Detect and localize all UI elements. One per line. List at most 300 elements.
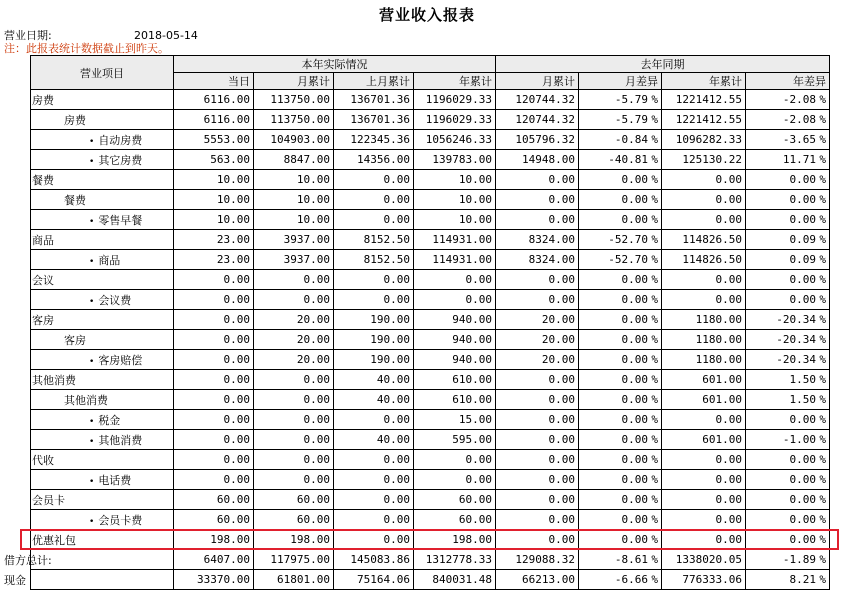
- value-cell: 23.00: [174, 230, 254, 250]
- value-cell: 0.00: [174, 310, 254, 330]
- value-cell: 0.00: [662, 490, 746, 510]
- percent-sign: %: [651, 393, 658, 406]
- header-group-last: 去年同期: [496, 56, 830, 73]
- row-item-label: 房费: [32, 93, 54, 107]
- percent-sign: %: [819, 433, 826, 446]
- value-cell: 3937.00: [254, 230, 334, 250]
- value-cell: 0.00: [496, 530, 579, 550]
- value-cell: 61801.00: [254, 570, 334, 590]
- report-title: 营业收入报表: [378, 6, 475, 24]
- row-item-label: 餐费: [32, 173, 54, 187]
- value-cell: 10.00: [174, 170, 254, 190]
- percent-sign: %: [651, 453, 658, 466]
- percent-value: -6.66: [614, 573, 648, 586]
- percent-sign: %: [651, 433, 658, 446]
- percent-sign: %: [651, 233, 658, 246]
- value-cell: 0.00: [334, 470, 414, 490]
- percent-value: 0.00: [621, 453, 648, 466]
- percent-sign: %: [819, 533, 826, 546]
- bullet-icon: •: [89, 156, 95, 167]
- row-item-cell: [31, 230, 174, 250]
- percent-value: 0.00: [789, 533, 816, 546]
- percent-sign: %: [651, 413, 658, 426]
- percent-sign: %: [651, 313, 658, 326]
- percent-cell: [579, 150, 662, 170]
- value-cell: 114826.50: [662, 230, 746, 250]
- value-cell: 0.00: [174, 370, 254, 390]
- percent-cell: [746, 390, 830, 410]
- value-cell: 136701.36: [334, 90, 414, 110]
- percent-sign: %: [819, 133, 826, 146]
- value-cell: 0.00: [414, 470, 496, 490]
- value-cell: 0.00: [662, 410, 746, 430]
- row-item-cell: [31, 530, 174, 550]
- bullet-icon: •: [89, 216, 95, 227]
- percent-sign: %: [819, 513, 826, 526]
- table-row[interactable]: [31, 250, 830, 270]
- value-cell: 60.00: [174, 510, 254, 530]
- table-row[interactable]: [31, 110, 830, 130]
- table-row[interactable]: [31, 270, 830, 290]
- percent-value: 0.00: [621, 353, 648, 366]
- value-cell: 601.00: [662, 430, 746, 450]
- header-col: 年差异: [746, 73, 830, 90]
- value-cell: 0.00: [334, 210, 414, 230]
- value-cell: 0.00: [414, 450, 496, 470]
- row-item-label: 零售早餐: [98, 213, 143, 227]
- value-cell: 0.00: [662, 530, 746, 550]
- value-cell: 114931.00: [414, 230, 496, 250]
- value-cell: 10.00: [414, 170, 496, 190]
- percent-cell: [746, 470, 830, 490]
- value-cell: 0.00: [174, 430, 254, 450]
- table-row[interactable]: [31, 310, 830, 330]
- percent-value: 0.00: [621, 173, 648, 186]
- value-cell: 10.00: [254, 210, 334, 230]
- value-cell: 6116.00: [174, 110, 254, 130]
- percent-sign: %: [651, 153, 658, 166]
- value-cell: 10.00: [174, 210, 254, 230]
- percent-sign: %: [819, 573, 826, 586]
- value-cell: 1180.00: [662, 330, 746, 350]
- bullet-icon: •: [89, 356, 95, 367]
- value-cell: 66213.00: [496, 570, 579, 590]
- row-item-label: 会员卡费: [98, 513, 143, 527]
- value-cell: 0.00: [254, 370, 334, 390]
- table-row[interactable]: [31, 430, 830, 450]
- value-cell: 33370.00: [174, 570, 254, 590]
- table-row[interactable]: [31, 350, 830, 370]
- percent-sign: %: [651, 113, 658, 126]
- percent-value: 0.00: [621, 513, 648, 526]
- value-cell: 20.00: [496, 350, 579, 370]
- percent-value: -1.89: [782, 553, 816, 566]
- value-cell: 3937.00: [254, 250, 334, 270]
- value-cell: 6116.00: [174, 90, 254, 110]
- bullet-icon: •: [89, 136, 95, 147]
- value-cell: 198.00: [254, 530, 334, 550]
- percent-cell: [746, 250, 830, 270]
- value-cell: 10.00: [254, 170, 334, 190]
- row-item-label: 会议费: [98, 293, 132, 307]
- row-item-cell: [31, 470, 174, 490]
- percent-cell: [746, 430, 830, 450]
- percent-cell: [579, 470, 662, 490]
- value-cell: 40.00: [334, 390, 414, 410]
- percent-value: 0.00: [789, 513, 816, 526]
- percent-cell: [579, 130, 662, 150]
- percent-sign: %: [819, 273, 826, 286]
- value-cell: 0.00: [174, 290, 254, 310]
- value-cell: 190.00: [334, 310, 414, 330]
- report-note: 注：此报表统计数据截止到昨天。: [4, 42, 169, 55]
- row-item-label: 电话费: [98, 473, 132, 487]
- row-item-label: 房费: [64, 113, 86, 127]
- table-row[interactable]: [31, 230, 830, 250]
- row-item-label: 客房: [32, 313, 54, 327]
- percent-value: 0.09: [789, 253, 816, 266]
- percent-sign: %: [819, 173, 826, 186]
- percent-value: 0.00: [789, 213, 816, 226]
- percent-value: 0.09: [789, 233, 816, 246]
- value-cell: 0.00: [496, 390, 579, 410]
- value-cell: 595.00: [414, 430, 496, 450]
- percent-cell: [746, 270, 830, 290]
- percent-value: 0.00: [789, 493, 816, 506]
- percent-value: -2.08: [782, 93, 816, 106]
- percent-cell: [579, 530, 662, 550]
- value-cell: 23.00: [174, 250, 254, 270]
- value-cell: 1221412.55: [662, 110, 746, 130]
- percent-sign: %: [651, 353, 658, 366]
- value-cell: 0.00: [496, 450, 579, 470]
- header-item: 营业项目: [31, 56, 174, 90]
- percent-cell: [746, 350, 830, 370]
- percent-sign: %: [651, 533, 658, 546]
- percent-sign: %: [819, 493, 826, 506]
- table-row[interactable]: [31, 490, 830, 510]
- header-group-current: 本年实际情况: [174, 56, 496, 73]
- value-cell: 60.00: [174, 490, 254, 510]
- value-cell: 0.00: [496, 470, 579, 490]
- percent-sign: %: [819, 333, 826, 346]
- row-item-cell: [31, 130, 174, 150]
- table-row[interactable]: [31, 90, 830, 110]
- value-cell: 0.00: [414, 290, 496, 310]
- percent-cell: [579, 450, 662, 470]
- percent-value: 0.00: [621, 413, 648, 426]
- percent-cell: [746, 310, 830, 330]
- table-row[interactable]: [31, 390, 830, 410]
- row-item-label: 税金: [98, 413, 121, 427]
- percent-value: -0.84: [614, 133, 648, 146]
- percent-sign: %: [651, 493, 658, 506]
- row-item-label: 客房赔偿: [98, 353, 143, 367]
- value-cell: 0.00: [254, 470, 334, 490]
- percent-value: -5.79: [614, 113, 648, 126]
- value-cell: 0.00: [496, 170, 579, 190]
- value-cell: 1338020.05: [662, 550, 746, 570]
- row-item-cell: [31, 290, 174, 310]
- percent-sign: %: [651, 293, 658, 306]
- row-item-cell: [31, 210, 174, 230]
- bullet-icon: •: [89, 296, 95, 307]
- value-cell: 8847.00: [254, 150, 334, 170]
- value-cell: 10.00: [254, 190, 334, 210]
- row-item-label: 现金: [4, 573, 26, 587]
- value-cell: 60.00: [254, 490, 334, 510]
- value-cell: 1180.00: [662, 350, 746, 370]
- value-cell: 40.00: [334, 370, 414, 390]
- value-cell: 0.00: [496, 210, 579, 230]
- value-cell: 60.00: [414, 510, 496, 530]
- percent-value: -3.65: [782, 133, 816, 146]
- percent-cell: [746, 490, 830, 510]
- row-item-label: 商品: [32, 233, 54, 247]
- value-cell: 120744.32: [496, 90, 579, 110]
- percent-sign: %: [651, 513, 658, 526]
- value-cell: 40.00: [334, 430, 414, 450]
- value-cell: 0.00: [414, 270, 496, 290]
- table-row[interactable]: [31, 510, 830, 530]
- value-cell: 5553.00: [174, 130, 254, 150]
- percent-sign: %: [819, 233, 826, 246]
- table-row[interactable]: [31, 410, 830, 430]
- table-row[interactable]: [31, 530, 830, 550]
- value-cell: 104903.00: [254, 130, 334, 150]
- value-cell: 8324.00: [496, 250, 579, 270]
- value-cell: 136701.36: [334, 110, 414, 130]
- value-cell: 0.00: [334, 410, 414, 430]
- value-cell: 940.00: [414, 330, 496, 350]
- percent-cell: [579, 270, 662, 290]
- percent-sign: %: [651, 213, 658, 226]
- value-cell: 0.00: [174, 330, 254, 350]
- value-cell: 610.00: [414, 390, 496, 410]
- table-row[interactable]: [31, 370, 830, 390]
- value-cell: 198.00: [174, 530, 254, 550]
- cash-row[interactable]: [31, 570, 830, 590]
- percent-cell: [746, 570, 830, 590]
- percent-cell: [579, 550, 662, 570]
- value-cell: 129088.32: [496, 550, 579, 570]
- percent-cell: [579, 90, 662, 110]
- total-row[interactable]: [31, 550, 830, 570]
- percent-cell: [746, 330, 830, 350]
- value-cell: 0.00: [662, 470, 746, 490]
- value-cell: 1096282.33: [662, 130, 746, 150]
- value-cell: 8152.50: [334, 250, 414, 270]
- value-cell: 0.00: [496, 190, 579, 210]
- row-item-label: 其他消费: [98, 433, 143, 447]
- percent-cell: [579, 410, 662, 430]
- table-row[interactable]: [31, 210, 830, 230]
- row-item-cell: [31, 370, 174, 390]
- percent-sign: %: [651, 333, 658, 346]
- value-cell: 120744.32: [496, 110, 579, 130]
- row-item-cell: [31, 150, 174, 170]
- table-row[interactable]: [31, 470, 830, 490]
- row-item-cell: [31, 250, 174, 270]
- value-cell: 0.00: [334, 490, 414, 510]
- percent-value: 0.00: [789, 293, 816, 306]
- header-col: 年累计: [662, 73, 746, 90]
- percent-cell: [579, 510, 662, 530]
- table-row[interactable]: [31, 170, 830, 190]
- percent-value: -52.70: [608, 233, 648, 246]
- value-cell: 940.00: [414, 310, 496, 330]
- percent-sign: %: [819, 193, 826, 206]
- header-col: 月差异: [579, 73, 662, 90]
- percent-value: -52.70: [608, 253, 648, 266]
- value-cell: 0.00: [496, 410, 579, 430]
- percent-cell: [746, 530, 830, 550]
- value-cell: 1180.00: [662, 310, 746, 330]
- percent-cell: [746, 190, 830, 210]
- row-item-label: 优惠礼包: [32, 533, 76, 547]
- row-item-cell: [4, 550, 174, 570]
- value-cell: 940.00: [414, 350, 496, 370]
- value-cell: 0.00: [334, 290, 414, 310]
- percent-sign: %: [819, 553, 826, 566]
- percent-value: 0.00: [621, 273, 648, 286]
- percent-value: -20.34: [776, 353, 816, 366]
- value-cell: 114931.00: [414, 250, 496, 270]
- percent-sign: %: [651, 373, 658, 386]
- percent-cell: [746, 210, 830, 230]
- value-cell: 0.00: [496, 370, 579, 390]
- value-cell: 1056246.33: [414, 130, 496, 150]
- value-cell: 10.00: [414, 210, 496, 230]
- percent-cell: [579, 290, 662, 310]
- value-cell: 60.00: [254, 510, 334, 530]
- value-cell: 0.00: [254, 430, 334, 450]
- value-cell: 105796.32: [496, 130, 579, 150]
- percent-cell: [579, 430, 662, 450]
- table-row[interactable]: [31, 130, 830, 150]
- row-item-label: 代收: [32, 453, 54, 467]
- header-col: 月累计: [496, 73, 579, 90]
- percent-sign: %: [819, 213, 826, 226]
- value-cell: 0.00: [254, 450, 334, 470]
- value-cell: 20.00: [254, 310, 334, 330]
- row-item-cell: [31, 270, 174, 290]
- percent-value: 0.00: [621, 333, 648, 346]
- value-cell: 15.00: [414, 410, 496, 430]
- percent-sign: %: [651, 273, 658, 286]
- value-cell: 190.00: [334, 350, 414, 370]
- percent-value: 0.00: [789, 453, 816, 466]
- value-cell: 0.00: [662, 270, 746, 290]
- value-cell: 0.00: [174, 390, 254, 410]
- percent-value: -20.34: [776, 333, 816, 346]
- value-cell: 145083.86: [334, 550, 414, 570]
- percent-sign: %: [651, 93, 658, 106]
- percent-value: 0.00: [621, 433, 648, 446]
- row-item-label: 会议: [32, 273, 54, 287]
- value-cell: 8324.00: [496, 230, 579, 250]
- value-cell: 114826.50: [662, 250, 746, 270]
- value-cell: 125130.22: [662, 150, 746, 170]
- value-cell: 0.00: [334, 170, 414, 190]
- percent-sign: %: [819, 313, 826, 326]
- value-cell: 190.00: [334, 330, 414, 350]
- value-cell: 20.00: [496, 330, 579, 350]
- header-col: 年累计: [414, 73, 496, 90]
- percent-cell: [746, 550, 830, 570]
- percent-cell: [579, 370, 662, 390]
- value-cell: 0.00: [174, 270, 254, 290]
- value-cell: 840031.48: [414, 570, 496, 590]
- percent-sign: %: [819, 293, 826, 306]
- value-cell: 0.00: [334, 530, 414, 550]
- table-row[interactable]: [31, 330, 830, 350]
- business-date-label: 营业日期:: [4, 29, 52, 42]
- value-cell: 75164.06: [334, 570, 414, 590]
- value-cell: 610.00: [414, 370, 496, 390]
- value-cell: 0.00: [334, 510, 414, 530]
- percent-sign: %: [651, 553, 658, 566]
- value-cell: 0.00: [174, 350, 254, 370]
- value-cell: 0.00: [496, 270, 579, 290]
- percent-value: 11.71: [782, 153, 816, 166]
- percent-sign: %: [651, 133, 658, 146]
- percent-cell: [746, 450, 830, 470]
- header-col: 当日: [174, 73, 254, 90]
- value-cell: 1196029.33: [414, 90, 496, 110]
- value-cell: 0.00: [662, 210, 746, 230]
- value-cell: 776333.06: [662, 570, 746, 590]
- value-cell: 198.00: [414, 530, 496, 550]
- percent-value: -8.61: [614, 553, 648, 566]
- table-row[interactable]: [31, 290, 830, 310]
- percent-cell: [579, 250, 662, 270]
- percent-cell: [746, 150, 830, 170]
- table-row[interactable]: [31, 190, 830, 210]
- percent-cell: [579, 190, 662, 210]
- percent-value: 0.00: [789, 473, 816, 486]
- value-cell: 14948.00: [496, 150, 579, 170]
- percent-cell: [746, 410, 830, 430]
- percent-cell: [579, 210, 662, 230]
- value-cell: 10.00: [414, 190, 496, 210]
- value-cell: 601.00: [662, 370, 746, 390]
- percent-sign: %: [651, 253, 658, 266]
- table-row[interactable]: [31, 150, 830, 170]
- percent-value: 0.00: [789, 413, 816, 426]
- value-cell: 0.00: [662, 450, 746, 470]
- percent-cell: [579, 310, 662, 330]
- table-row[interactable]: [31, 450, 830, 470]
- row-item-cell: [31, 110, 174, 130]
- row-item-cell: [31, 90, 174, 110]
- value-cell: 0.00: [254, 390, 334, 410]
- percent-value: -40.81: [608, 153, 648, 166]
- value-cell: 0.00: [174, 410, 254, 430]
- value-cell: 20.00: [254, 350, 334, 370]
- percent-value: 0.00: [621, 393, 648, 406]
- percent-sign: %: [651, 573, 658, 586]
- row-item-cell: [31, 190, 174, 210]
- row-item-label: 会员卡: [32, 493, 65, 507]
- value-cell: 0.00: [174, 450, 254, 470]
- percent-value: 0.00: [621, 313, 648, 326]
- percent-value: 0.00: [621, 493, 648, 506]
- row-item-label: 其他消费: [64, 393, 108, 407]
- percent-sign: %: [819, 373, 826, 386]
- percent-sign: %: [819, 473, 826, 486]
- value-cell: 0.00: [662, 510, 746, 530]
